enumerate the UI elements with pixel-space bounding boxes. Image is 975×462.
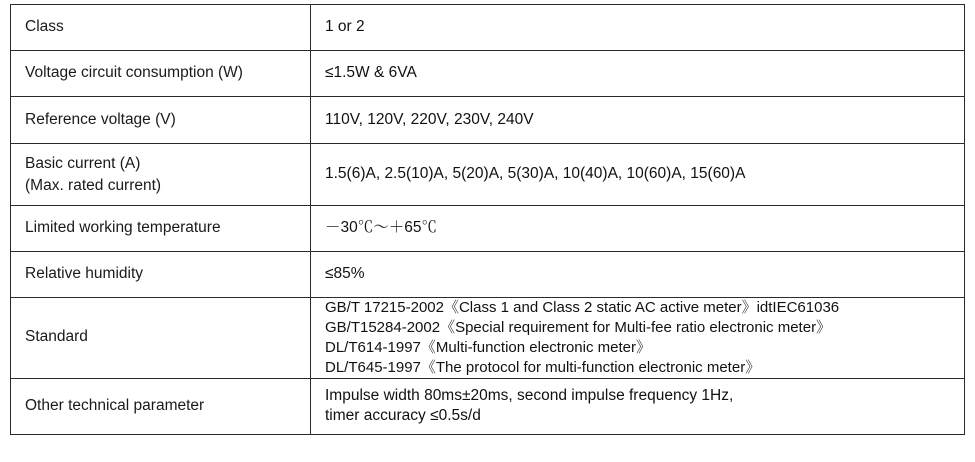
- row-label-basic-current-line2: (Max. rated current): [25, 176, 162, 194]
- standard-line-3: DL/T614-1997《Multi-function electronic meter》: [325, 338, 651, 356]
- table-row: [11, 252, 965, 298]
- row-label-voltage-circuit-consumption: Voltage circuit consumption (W): [11, 51, 311, 97]
- row-label-basic-current: [11, 144, 311, 206]
- row-value-limited-working-temperature: －30℃～＋65℃: [311, 206, 965, 252]
- row-value-voltage-circuit-consumption: ≤1.5W & 6VA: [311, 51, 965, 97]
- standard-line-1: GB/T 17215-2002《Class 1 and Class 2 static AC active meter》idtIEC61036: [325, 299, 840, 316]
- row-value-relative-humidity: ≤85%: [311, 252, 965, 298]
- row-label-other-technical-parameter: Other technical parameter: [11, 378, 311, 434]
- table-row: [11, 378, 965, 434]
- other-parameter-line-2: timer accuracy ≤0.5s/d: [325, 407, 481, 425]
- row-value-class: 1 or 2: [311, 5, 965, 51]
- table-row: [11, 5, 965, 51]
- row-label-standard: Standard: [11, 298, 311, 379]
- row-value-basic-current: 1.5(6)A, 2.5(10)A, 5(20)A, 5(30)A, 10(40)A, 10(60)A, 15(60)A: [311, 144, 965, 206]
- row-label-reference-voltage: Reference voltage (V): [11, 97, 311, 144]
- row-label-limited-working-temperature: Limited working temperature: [11, 206, 311, 252]
- specification-table: [10, 4, 965, 435]
- row-value-standard: [311, 298, 965, 379]
- standard-line-2: GB/T15284-2002《Special requirement for Multi-fee ratio electronic meter》: [325, 318, 832, 336]
- row-value-reference-voltage: 110V, 120V, 220V, 230V, 240V: [311, 97, 965, 144]
- other-parameter-line-1: Impulse width 80ms±20ms, second impulse frequency 1Hz,: [325, 386, 734, 404]
- table-row: [11, 298, 965, 379]
- row-label-basic-current-line1: Basic current (A): [25, 154, 141, 172]
- standard-line-4: DL/T645-1997《The protocol for multi-function electronic meter》: [325, 358, 761, 376]
- table-row: [11, 144, 965, 206]
- row-value-other-technical-parameter: [311, 378, 965, 434]
- table-row: [11, 206, 965, 252]
- table-row: [11, 51, 965, 97]
- row-label-class: Class: [11, 5, 311, 51]
- row-label-relative-humidity: Relative humidity: [11, 252, 311, 298]
- table-row: [11, 97, 965, 144]
